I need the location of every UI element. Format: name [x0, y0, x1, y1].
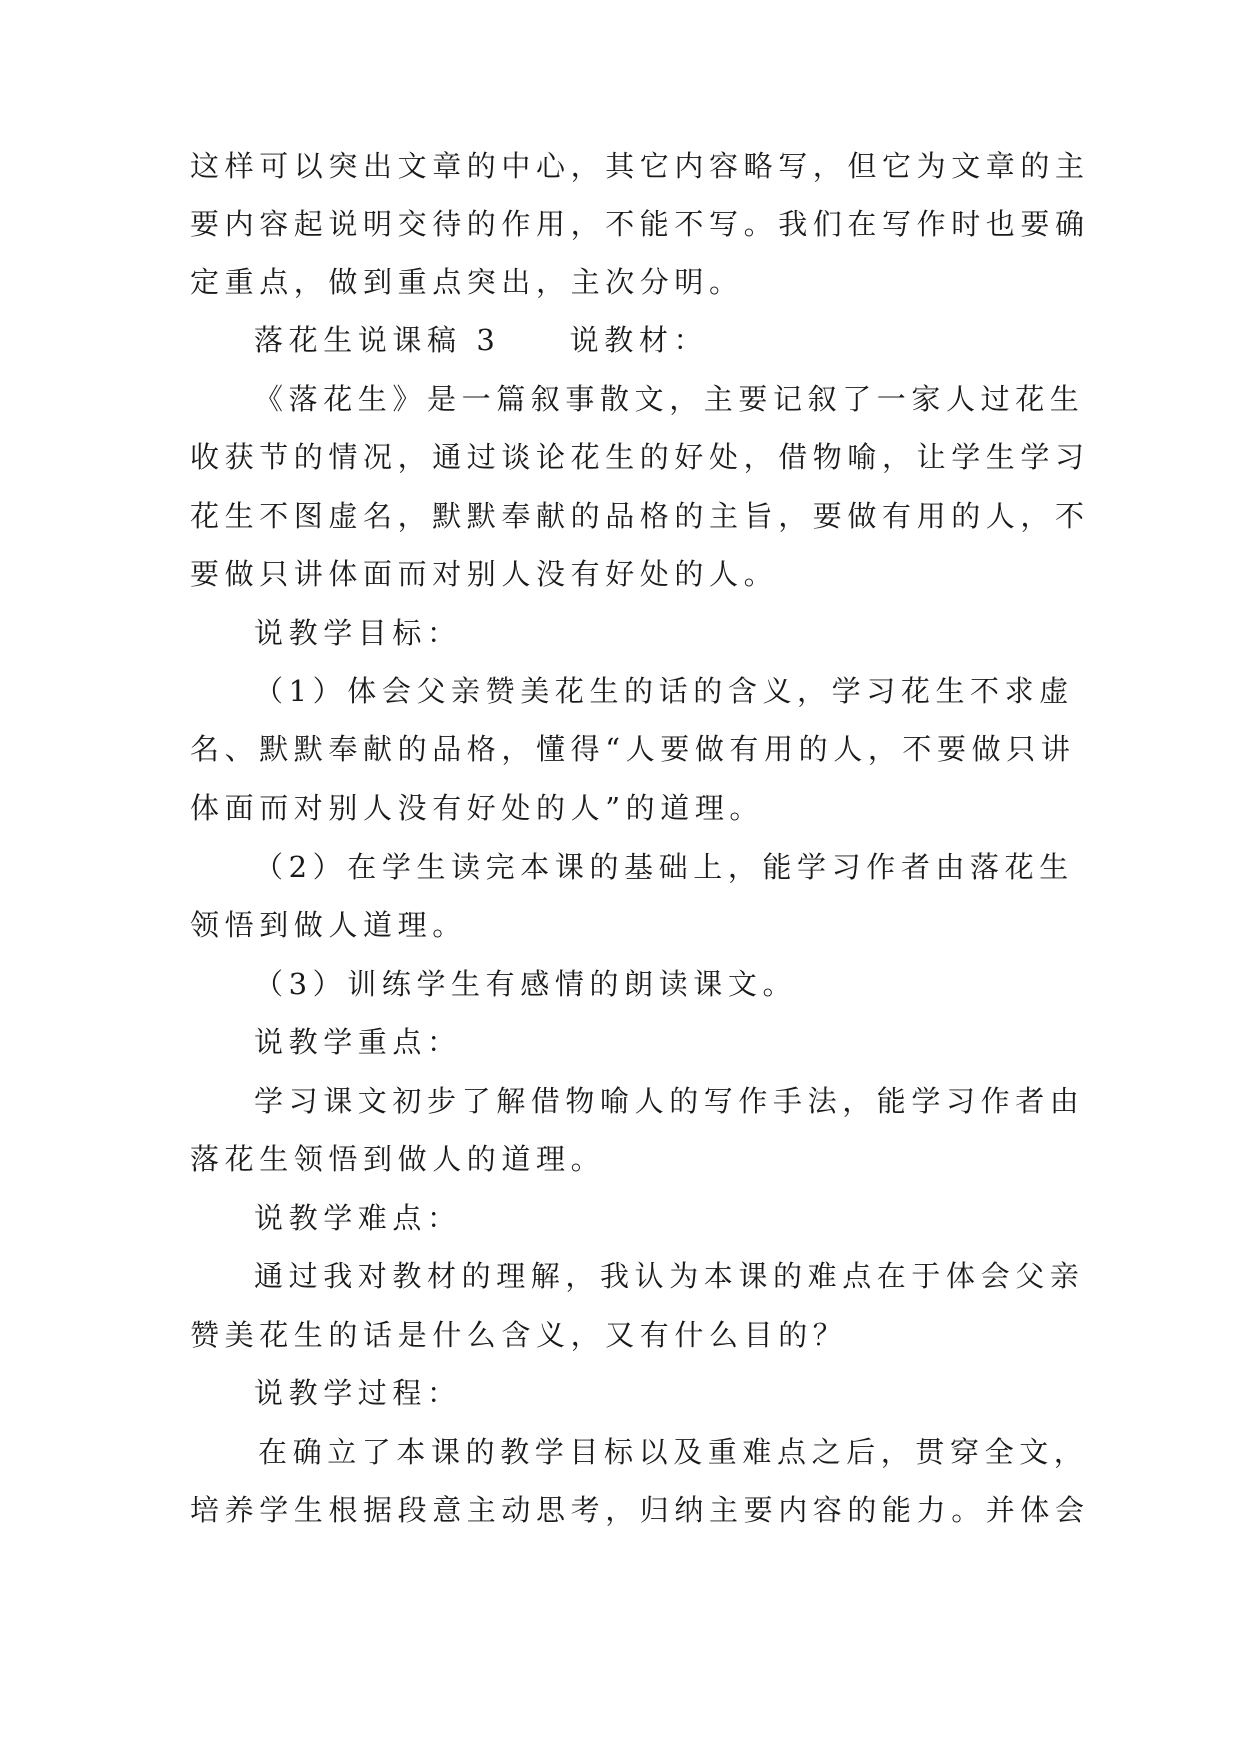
text-line: 花生不图虚名，默默奉献的品格的主旨，要做有用的人，不 [190, 499, 1090, 533]
subheading: 说教学过程： [254, 1376, 462, 1410]
text-line: 《落花生》是一篇叙事散文，主要记叙了一家人过花生 [254, 382, 1085, 416]
text-line: （3）训练学生有感情的朗读课文。 [254, 967, 798, 1001]
text-line: 学习课文初步了解借物喻人的写作手法，能学习作者由 [254, 1084, 1085, 1118]
text-line: 通过我对教材的理解，我认为本课的难点在于体会父亲 [254, 1259, 1085, 1293]
text-line: 培养学生根据段意主动思考，归纳主要内容的能力。并体会 [190, 1493, 1090, 1527]
text-line: 要做只讲体面而对别人没有好处的人。 [190, 557, 779, 591]
text-line: 定重点，做到重点突出，主次分明。 [190, 265, 744, 299]
section-heading: 落花生说课稿 3 说教材： [254, 323, 709, 357]
text-line: （1）体会父亲赞美花生的话的含义，学习花生不求虚 [254, 674, 1074, 708]
text-line: 体面而对别人没有好处的人”的道理。 [190, 791, 765, 825]
text-line: 这样可以突出文章的中心，其它内容略写，但它为文章的主 [190, 149, 1090, 183]
text-line: （2）在学生读完本课的基础上，能学习作者由落花生 [254, 850, 1074, 884]
subheading: 说教学重点： [254, 1025, 462, 1059]
text-line: 赞美花生的话是什么含义，又有什么目的？ [190, 1318, 848, 1352]
text-line: 在确立了本课的教学目标以及重难点之后，贯穿全文， [258, 1435, 1089, 1469]
subheading: 说教学难点： [254, 1201, 462, 1235]
text-line: 收获节的情况，通过谈论花生的好处，借物喻，让学生学习 [190, 440, 1090, 474]
text-line: 要内容起说明交待的作用，不能不写。我们在写作时也要确 [190, 207, 1090, 241]
text-line: 领悟到做人道理。 [190, 908, 467, 942]
text-line: 落花生领悟到做人的道理。 [190, 1142, 606, 1176]
subheading: 说教学目标： [254, 616, 462, 650]
text-line: 名、默默奉献的品格，懂得“人要做有用的人，不要做只讲 [190, 732, 1076, 766]
